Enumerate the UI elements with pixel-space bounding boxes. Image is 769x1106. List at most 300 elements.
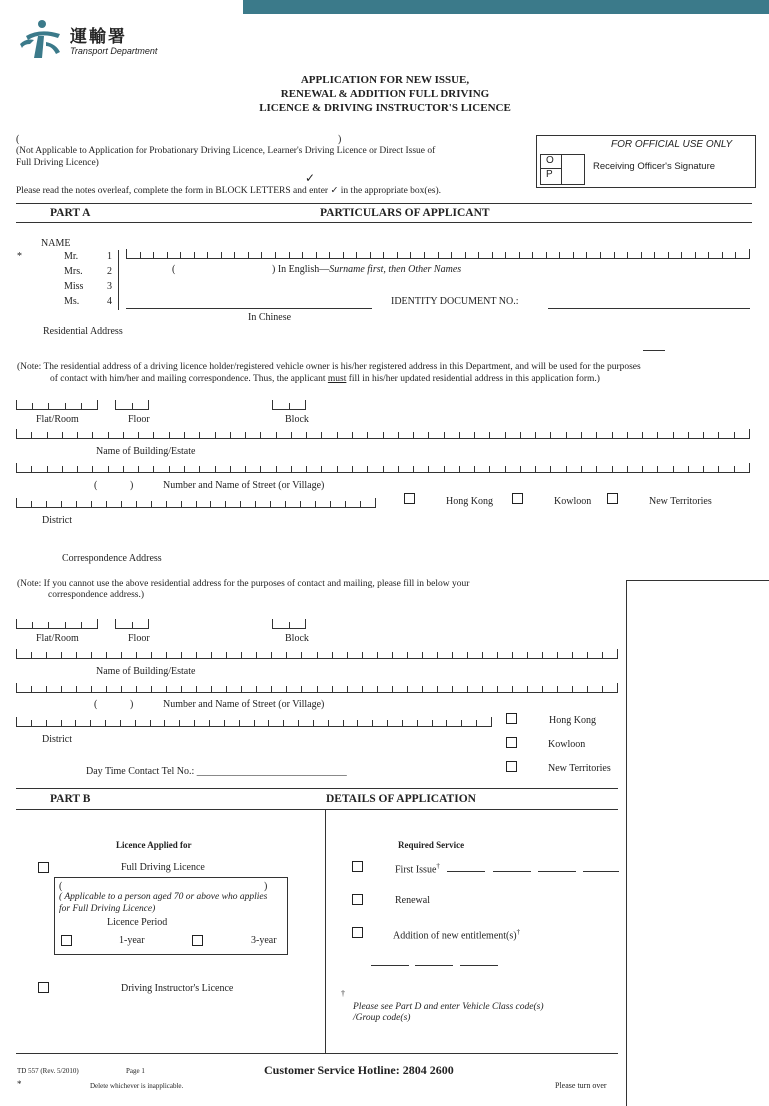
comb-tick <box>417 720 418 726</box>
correspondence-note-line1: (Note: If you cannot use the above residential address for the purposes of contact and mailing, please fill in below your <box>17 579 470 589</box>
form-code: TD 557 (Rev. 5/2010) <box>17 1067 79 1075</box>
comb-tick <box>520 432 521 438</box>
residential-district-label: District <box>42 515 72 526</box>
comb-tick <box>642 466 643 472</box>
comb-tick <box>240 501 241 507</box>
residential-hong-kong-label: Hong Kong <box>446 496 493 507</box>
comb-tick <box>120 720 121 726</box>
comb-tick <box>92 466 93 472</box>
comb-tick <box>230 432 231 438</box>
comb-tick <box>343 252 344 258</box>
comb-tick <box>148 619 149 628</box>
identity-document-input[interactable] <box>548 308 750 309</box>
comb-tick <box>46 501 47 507</box>
comb-tick <box>329 252 330 258</box>
addition-code-blank[interactable] <box>371 965 409 966</box>
comb-tick <box>520 466 521 472</box>
comb-tick <box>31 652 32 658</box>
comb-tick <box>306 432 307 438</box>
comb-tick <box>224 720 225 726</box>
comb-tick <box>169 466 170 472</box>
english-name-comb[interactable] <box>126 250 750 259</box>
comb-tick <box>298 720 299 726</box>
logo-english-text: Transport Department <box>70 46 158 56</box>
comb-tick <box>62 432 63 438</box>
checkmark-icon: ✓ <box>305 171 316 185</box>
english-name-hint <box>272 264 461 275</box>
comb-tick <box>596 466 597 472</box>
comb-tick <box>239 720 240 726</box>
comb-tick <box>179 720 180 726</box>
english-name-open-paren: ( <box>172 264 176 275</box>
comb-tick <box>77 432 78 438</box>
comb-tick <box>476 720 477 726</box>
title-mrs: Mrs. <box>64 266 83 277</box>
comb-tick <box>105 720 106 726</box>
residential-flat-comb[interactable] <box>16 401 98 410</box>
comb-tick <box>48 622 49 628</box>
comb-tick <box>164 720 165 726</box>
comb-tick <box>451 252 452 258</box>
residential-street-open-paren: ( <box>94 480 98 491</box>
three-year-checkbox[interactable] <box>192 935 203 946</box>
correspondence-hong-kong-checkbox[interactable] <box>506 713 517 724</box>
first-issue-label <box>395 862 440 875</box>
comb-tick <box>81 622 82 628</box>
first-issue-checkbox[interactable] <box>352 861 363 872</box>
comb-tick <box>596 432 597 438</box>
comb-tick <box>108 466 109 472</box>
comb-tick <box>31 466 32 472</box>
comb-tick <box>276 432 277 438</box>
comb-tick <box>377 686 378 692</box>
comb-tick <box>413 432 414 438</box>
comb-tick <box>31 720 32 726</box>
residential-street-close-paren: ) <box>130 480 134 491</box>
comb-tick <box>357 720 358 726</box>
comb-tick <box>542 652 543 658</box>
comb-tick <box>367 466 368 472</box>
intro-close-paren: ) <box>338 134 342 145</box>
correspondence-district-comb[interactable] <box>16 718 492 727</box>
comb-tick <box>245 432 246 438</box>
official-op-box[interactable] <box>561 154 585 185</box>
residential-kowloon-label: Kowloon <box>554 496 592 507</box>
residential-street-label: Number and Name of Street (or Village) <box>163 480 325 491</box>
comb-tick <box>169 432 170 438</box>
comb-tick <box>16 498 17 507</box>
comb-tick <box>221 252 222 258</box>
intro-open-paren: ( <box>16 134 20 145</box>
comb-tick <box>459 432 460 438</box>
comb-tick <box>337 432 338 438</box>
comb-tick <box>199 466 200 472</box>
comb-tick <box>286 652 287 658</box>
comb-tick <box>76 652 77 658</box>
first-issue-code-blank[interactable] <box>538 871 576 872</box>
comb-tick <box>115 400 116 409</box>
comb-tick <box>383 252 384 258</box>
part-a-heading: PARTICULARS OF APPLICANT <box>320 207 490 219</box>
first-issue-code-blank[interactable] <box>583 871 619 872</box>
comb-tick <box>138 466 139 472</box>
comb-tick <box>16 400 17 409</box>
title-number: 4 <box>107 296 112 307</box>
comb-tick <box>166 501 167 507</box>
correspondence-address-label: Correspondence Address <box>62 553 162 564</box>
comb-tick <box>97 400 98 409</box>
comb-tick <box>673 432 674 438</box>
comb-tick <box>207 252 208 258</box>
comb-tick <box>467 686 468 692</box>
comb-tick <box>356 252 357 258</box>
part-b-label: PART B <box>50 793 91 805</box>
comb-tick <box>62 466 63 472</box>
comb-tick <box>527 686 528 692</box>
comb-tick <box>512 686 513 692</box>
comb-tick <box>65 622 66 628</box>
comb-tick <box>410 252 411 258</box>
comb-tick <box>519 252 520 258</box>
comb-tick <box>136 501 137 507</box>
page-number: Page 1 <box>126 1067 145 1075</box>
comb-tick <box>286 686 287 692</box>
comb-tick <box>542 686 543 692</box>
form-title-line: RENEWAL & ADDITION FULL DRIVING <box>280 88 490 100</box>
residential-district-comb[interactable] <box>16 499 376 508</box>
comb-tick <box>489 432 490 438</box>
comb-tick <box>211 652 212 658</box>
comb-tick <box>61 501 62 507</box>
comb-tick <box>627 252 628 258</box>
comb-tick <box>377 652 378 658</box>
aged-70-box <box>54 877 288 955</box>
comb-tick <box>352 466 353 472</box>
comb-tick <box>196 652 197 658</box>
official-use-box <box>536 135 756 188</box>
comb-tick <box>482 686 483 692</box>
residential-street-comb-1[interactable] <box>16 464 750 473</box>
aged-70-note-line2: for Full Driving Licence) <box>59 904 156 914</box>
comb-tick <box>260 432 261 438</box>
correspondence-building-comb[interactable] <box>16 650 618 659</box>
correspondence-panel-left <box>626 580 627 1106</box>
correspondence-street-comb[interactable] <box>16 684 618 693</box>
comb-tick <box>256 652 257 658</box>
comb-tick <box>272 619 273 628</box>
residential-floor-comb[interactable] <box>115 401 149 410</box>
licence-period-label: Licence Period <box>107 917 168 928</box>
correspondence-flat-comb[interactable] <box>16 620 98 629</box>
comb-tick <box>602 652 603 658</box>
part-a-top-rule <box>16 203 752 204</box>
comb-tick <box>97 619 98 628</box>
comb-tick <box>136 686 137 692</box>
comb-tick <box>305 619 306 628</box>
comb-tick <box>108 432 109 438</box>
comb-tick <box>76 686 77 692</box>
comb-tick <box>31 686 32 692</box>
correspondence-street-label: Number and Name of Street (or Village) <box>163 699 325 710</box>
comb-tick <box>673 466 674 472</box>
comb-tick <box>181 652 182 658</box>
one-year-checkbox[interactable] <box>61 935 72 946</box>
comb-tick <box>291 432 292 438</box>
comb-tick <box>424 252 425 258</box>
comb-tick <box>135 720 136 726</box>
title-ms: Ms. <box>64 296 80 307</box>
correspondence-floor-comb[interactable] <box>115 620 149 629</box>
comb-tick <box>306 466 307 472</box>
part-b-heading: DETAILS OF APPLICATION <box>326 793 476 805</box>
one-year-label: 1-year <box>119 935 145 946</box>
comb-tick <box>225 501 226 507</box>
comb-tick <box>587 686 588 692</box>
title-number: 2 <box>107 266 112 277</box>
comb-tick <box>321 466 322 472</box>
comb-tick <box>617 683 618 692</box>
residential-new-territories-checkbox[interactable] <box>607 493 618 504</box>
comb-tick <box>586 252 587 258</box>
comb-tick <box>75 720 76 726</box>
renewal-checkbox[interactable] <box>352 894 363 905</box>
intro-instruction: Please read the notes overleaf, complete the form in BLOCK LETTERS and enter ✓ in the appropriate box(es). <box>16 186 442 196</box>
comb-tick <box>362 652 363 658</box>
licence-applied-for-heading: Licence Applied for <box>116 840 192 850</box>
residential-address-label: Residential Address <box>43 326 123 337</box>
correspondence-flat-label: Flat/Room <box>36 633 79 644</box>
first-issue-code-blank[interactable] <box>493 871 531 872</box>
correspondence-block-label: Block <box>285 633 309 644</box>
comb-tick <box>148 400 149 409</box>
comb-tick <box>31 501 32 507</box>
comb-tick <box>291 466 292 472</box>
comb-tick <box>587 652 588 658</box>
comb-tick <box>617 649 618 658</box>
residential-note-line1: (Note: The residential address of a driving licence holder/registered vehicle owner is his/her registered address in this Department, and will be used for the purposes <box>17 362 641 372</box>
comb-tick <box>123 432 124 438</box>
name-asterisk: * <box>17 251 22 262</box>
residential-hong-kong-checkbox[interactable] <box>404 493 415 504</box>
customer-service-hotline: Customer Service Hotline: 2804 2600 <box>264 1063 454 1077</box>
comb-tick <box>194 252 195 258</box>
comb-tick <box>505 466 506 472</box>
please-turn-over: Please turn over <box>555 1081 607 1090</box>
form-title <box>180 73 590 115</box>
comb-tick <box>657 432 658 438</box>
comb-tick <box>474 466 475 472</box>
addition-code-blank[interactable] <box>460 965 498 966</box>
comb-tick <box>352 432 353 438</box>
comb-tick <box>627 466 628 472</box>
comb-tick <box>497 686 498 692</box>
comb-tick <box>91 501 92 507</box>
comb-tick <box>532 252 533 258</box>
comb-tick <box>151 686 152 692</box>
comb-tick <box>16 429 17 438</box>
comb-tick <box>428 432 429 438</box>
comb-tick <box>527 652 528 658</box>
comb-tick <box>153 432 154 438</box>
comb-tick <box>718 466 719 472</box>
top-accent-bar <box>243 0 769 14</box>
correspondence-new-territories-checkbox[interactable] <box>506 761 517 772</box>
transport-department-logo-icon <box>16 18 64 60</box>
comb-tick <box>46 652 47 658</box>
correspondence-block-comb[interactable] <box>272 620 306 629</box>
comb-tick <box>383 466 384 472</box>
comb-tick <box>81 403 82 409</box>
comb-tick <box>260 466 261 472</box>
comb-tick <box>46 720 47 726</box>
residential-block-label: Block <box>285 414 309 425</box>
title-selector-bar[interactable] <box>118 250 119 310</box>
comb-tick <box>180 252 181 258</box>
comb-tick <box>444 432 445 438</box>
comb-tick <box>47 466 48 472</box>
comb-tick <box>392 686 393 692</box>
comb-tick <box>115 619 116 628</box>
comb-tick <box>407 652 408 658</box>
residential-building-comb[interactable] <box>16 430 750 439</box>
comb-tick <box>313 720 314 726</box>
comb-tick <box>422 652 423 658</box>
comb-tick <box>106 501 107 507</box>
daytime-tel-field[interactable]: Day Time Contact Tel No.: ______________________________ <box>86 766 347 777</box>
comb-tick <box>372 720 373 726</box>
comb-tick <box>459 466 460 472</box>
comb-tick <box>718 432 719 438</box>
comb-tick <box>367 432 368 438</box>
residential-building-label: Name of Building/Estate <box>96 446 196 457</box>
comb-tick <box>132 622 133 628</box>
addition-code-blank[interactable] <box>415 965 453 966</box>
title-mr: Mr. <box>64 251 79 262</box>
addition-checkbox[interactable] <box>352 927 363 938</box>
comb-tick <box>181 686 182 692</box>
residential-flat-label: Flat/Room <box>36 414 79 425</box>
comb-tick <box>166 686 167 692</box>
comb-tick <box>345 501 346 507</box>
comb-tick <box>703 466 704 472</box>
comb-tick <box>132 403 133 409</box>
comb-tick <box>301 686 302 692</box>
comb-tick <box>126 249 127 258</box>
footnote-dagger: † <box>341 989 345 998</box>
official-use-title: FOR OFFICIAL USE ONLY <box>611 139 733 150</box>
comb-tick <box>572 652 573 658</box>
name-label: NAME <box>41 238 71 249</box>
comb-tick <box>332 686 333 692</box>
comb-tick <box>465 252 466 258</box>
comb-tick <box>121 686 122 692</box>
department-logo <box>16 18 176 60</box>
correspondence-panel-top <box>626 580 769 581</box>
comb-tick <box>512 652 513 658</box>
comb-tick <box>272 400 273 409</box>
comb-tick <box>166 652 167 658</box>
comb-tick <box>688 466 689 472</box>
comb-tick <box>61 686 62 692</box>
residential-new-territories-label: New Territories <box>649 496 712 507</box>
comb-tick <box>211 686 212 692</box>
residential-note-text: of contact with him/her and mailing correspondence. Thus, the applicant <box>50 374 328 384</box>
full-driving-licence-checkbox[interactable] <box>38 862 49 873</box>
comb-tick <box>316 252 317 258</box>
comb-tick <box>497 652 498 658</box>
english-name-hint-text: ) In English— <box>272 264 330 275</box>
comb-tick <box>199 432 200 438</box>
comb-tick <box>332 652 333 658</box>
official-o-label: O <box>546 155 554 166</box>
correspondence-new-territories-label: New Territories <box>548 763 611 774</box>
comb-tick <box>270 501 271 507</box>
footnote-line1: Please see Part D and enter Vehicle Class code(s) <box>353 1002 544 1012</box>
residential-kowloon-checkbox[interactable] <box>512 493 523 504</box>
comb-tick <box>150 720 151 726</box>
part-a-label: PART A <box>50 207 91 219</box>
comb-tick <box>654 252 655 258</box>
chinese-name-input[interactable] <box>126 308 372 309</box>
form-title-line: APPLICATION FOR NEW ISSUE, <box>300 74 470 86</box>
comb-tick <box>315 501 316 507</box>
correspondence-district-label: District <box>42 734 72 745</box>
comb-tick <box>428 466 429 472</box>
correspondence-hong-kong-label: Hong Kong <box>549 715 596 726</box>
aged-70-close-paren: ) <box>264 881 268 892</box>
comb-tick <box>734 466 735 472</box>
logo-chinese-text: 運輸署 <box>70 27 127 46</box>
comb-tick <box>362 686 363 692</box>
addition-text: Addition of new entitlement(s) <box>393 930 517 942</box>
residential-block-comb[interactable] <box>272 401 306 410</box>
residential-floor-label: Floor <box>128 414 150 425</box>
comb-tick <box>398 466 399 472</box>
comb-tick <box>151 501 152 507</box>
comb-tick <box>121 652 122 658</box>
comb-tick <box>375 498 376 507</box>
correspondence-kowloon-checkbox[interactable] <box>506 737 517 748</box>
comb-tick <box>317 686 318 692</box>
comb-tick <box>492 252 493 258</box>
delete-note: Delete whichever is inapplicable. <box>90 1082 184 1090</box>
comb-tick <box>461 720 462 726</box>
comb-tick <box>255 501 256 507</box>
first-issue-code-blank[interactable] <box>447 871 485 872</box>
comb-tick <box>48 403 49 409</box>
comb-tick <box>505 432 506 438</box>
driving-instructor-licence-checkbox[interactable] <box>38 982 49 993</box>
comb-tick <box>467 652 468 658</box>
comb-tick <box>285 501 286 507</box>
comb-tick <box>627 432 628 438</box>
english-name-hint-italic: Surname first, then Other Names <box>329 264 462 275</box>
comb-tick <box>535 466 536 472</box>
comb-tick <box>32 403 33 409</box>
comb-tick <box>642 432 643 438</box>
comb-tick <box>123 466 124 472</box>
first-issue-text: First Issue <box>395 864 437 876</box>
title-number: 1 <box>107 251 112 262</box>
comb-tick <box>226 652 227 658</box>
comb-tick <box>572 686 573 692</box>
comb-tick <box>92 432 93 438</box>
comb-tick <box>301 652 302 658</box>
part-b-column-divider <box>325 809 326 1053</box>
comb-tick <box>438 252 439 258</box>
comb-tick <box>546 252 547 258</box>
comb-tick <box>581 432 582 438</box>
